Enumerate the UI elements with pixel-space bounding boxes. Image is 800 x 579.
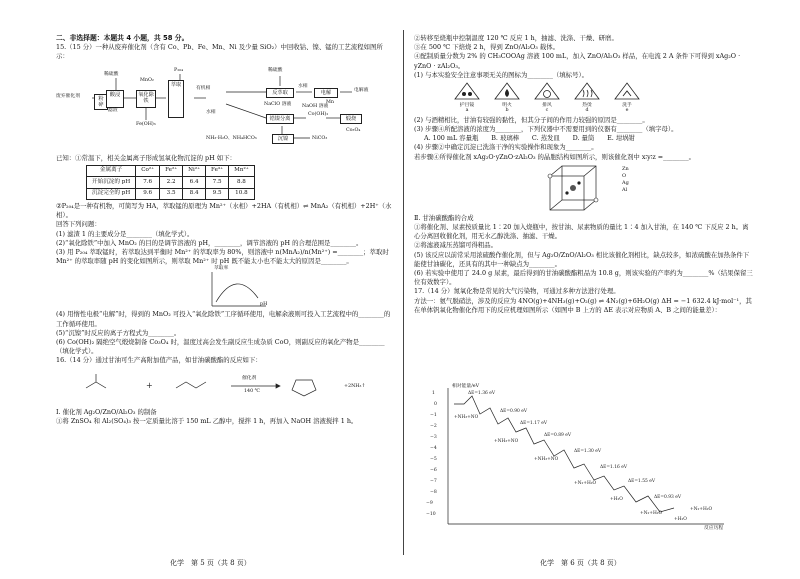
svg-text:1: 1 <box>432 391 435 396</box>
q16-intro: 16.（14 分）通过甘油可生产高附加值产品，如甘油碳酸酯的反应如下： <box>56 356 262 365</box>
q15-s1: (1) 滤渣 1 的主要成分是________（填化学式）。 <box>56 229 194 238</box>
flow-residue1: 滤渣 <box>108 107 118 113</box>
q17-method1: 方法一：氨气脱硝法，涉及的反应为 4NO(g)+4NH₃(g)+O₂(g) ⇌ 4N₂(g)+6H₂O(g) ΔH = −1 632.4 kJ·mol⁻¹，其在单体钒氧化物催化作用下的反应机理如图所示（如图中 B 上方的 ΔE 表示对应物质 A、B 之间的能量差）： <box>414 296 752 314</box>
flow-crush: 粉碎 <box>94 94 108 110</box>
legend-o: O <box>622 172 627 179</box>
table-row: 沉淀完全的 pH 9.6 3.5 8.4 9.5 10.8 <box>87 188 255 199</box>
flow-extract: 萃取 <box>168 80 184 118</box>
flow-residue2: Fe(OH)₃ <box>136 121 156 127</box>
flow-co3o4: Co₃O₄ <box>346 127 361 133</box>
svg-text:ΔE=1.30 eV: ΔE=1.30 eV <box>574 449 601 454</box>
svg-text:ΔE=0.93 eV: ΔE=0.93 eV <box>654 495 681 500</box>
q15-s3: (3) 用 P₂₀₄ 萃取锰时，若萃取达到平衡时 Mn²⁺ 的萃取率为 80%，则溶液中 n(MnA₂)/n(Mn²⁺) =________；萃取时 Mn²⁺ 的萃取率随 pH 的变化如图所示，则萃取 Mn²⁺ 时 pH 既不能太小也不能太大的原因是________。 <box>56 248 389 266</box>
flow-oxidize: 氧化除铁 <box>136 90 156 108</box>
q15-s2: (2)“氧化除铁”中加入 MnO₂ 的目的是调节溶液的 pH，________，调节溶液的 pH 的合理范围是________。 <box>56 238 363 247</box>
flame-icon: 明火 b <box>494 82 520 114</box>
energy-diagram <box>424 384 744 534</box>
footer-right: 化学 第 6 页（共 8 页） <box>540 559 621 567</box>
svg-text:−1: −1 <box>430 413 437 418</box>
svg-text:+N₂+H₂O: +N₂+H₂O <box>640 511 663 516</box>
mini-xlabel: pH <box>260 302 268 308</box>
part2-title: Ⅱ. 甘油碳酸酯的合成 <box>414 213 474 222</box>
section-title: 二、非选择题：本题共 4 小题，共 58 分。 <box>56 34 189 42</box>
hot-surface-icon: 热烫 d <box>574 82 600 114</box>
process-flow-diagram <box>56 64 394 152</box>
flow-p204: P₂₀₄ <box>174 67 183 73</box>
q16-s4: (4) 步骤②中确定沉淀已洗涤干净的实验操作和现象为________。 <box>414 143 598 152</box>
svg-text:−8: −8 <box>430 490 437 495</box>
unit-cell-diagram <box>544 164 754 214</box>
q15-intro: 15.（15 分）一种从废弃催化剂（含有 Co、Pb、Fe、Mn、Ni 及少量 SiO₂）中回收钴、镍、锰的工艺流程如图所示： <box>56 43 383 61</box>
left-column <box>56 34 394 426</box>
q16-step4: ④配制质量分数为 2% 的 CH₃COOAg 溶液 100 mL，加入 ZnO/Al₂O₃ 样品，在电流 2 A 条件下可得到 xAg₂O · yZnO · zAl₂O₃。 <box>414 52 741 70</box>
q16-step1: ①将 ZnSO₄ 和 Al₂(SO₄)₃ 按一定质量比溶于 150 mL 乙醇中，搅拌 1 h，再加入 NaOH 溶液搅拌 1 h。 <box>56 416 358 425</box>
unit-cell-legend <box>622 166 629 194</box>
q16-sub-title: Ⅰ. 催化剂 Ag₂O/ZnO/Al₂O₃ 的制备 <box>56 407 157 416</box>
flow-ni-reagents: NH₃·H₂O、NH₄HCO₃ <box>206 135 257 141</box>
footer-left: 化学 第 5 页（共 8 页） <box>170 559 251 567</box>
flow-separate: 锆镍分离 <box>266 114 294 124</box>
goggles-icon: 护目镜 a <box>454 82 480 114</box>
flow-acid: 稀硫酸 <box>104 71 119 77</box>
q16-s5: (5) 该反应以前常采用浓硫酸作催化剂，但与 Ag₂O/ZnO/Al₂O₃ 相比该催化剂相比，缺点较多，如浓硫酸在加热条件下能使甘油碳化，还具有的其中一种缺点为________。 <box>414 250 750 268</box>
svg-text:+N₂+H₂O: +N₂+H₂O <box>690 507 713 512</box>
fan-icon: 排风 c <box>534 82 560 114</box>
svg-text:−9: −9 <box>426 501 433 506</box>
svg-text:+NH₃+NO: +NH₃+NO <box>494 439 519 444</box>
energy-plot <box>424 384 744 534</box>
svg-text:ΔE=0.90 eV: ΔE=0.90 eV <box>500 409 527 414</box>
right-column <box>414 34 754 315</box>
flow-electrolyte: 电解液 <box>354 87 369 93</box>
svg-text:−7: −7 <box>430 479 437 484</box>
flow-cooh2: Co(OH)₂ <box>308 111 329 117</box>
svg-text:−6: −6 <box>430 468 437 473</box>
svg-text:+NH₃+NO: +NH₃+NO <box>454 415 479 420</box>
svg-text:ΔE=0.89 eV: ΔE=0.89 eV <box>544 433 571 438</box>
part2-step2: ②将滤液减压蒸馏可得粗品。 <box>414 241 498 250</box>
q16-s4b: 若步骤④所得催化剂 xAg₂O·yZnO·zAl₂O₃ 的晶胞结构如图所示，则该催化剂中 x∶y∶z =________。 <box>414 152 696 161</box>
handwash-icon: 洗手 e <box>614 82 640 114</box>
svg-text:−10: −10 <box>426 512 436 517</box>
q16-s3: (3) 步骤④所配溶液的浓度为________，下列仪器中不需要用到的仪器有________（填字母）。 <box>414 125 678 133</box>
flow-organic: 有机相 <box>196 85 211 91</box>
q15-s5: (5)“沉镍”时反应的离子方程式为________。 <box>56 328 181 337</box>
legend-zn: Zn <box>622 165 629 172</box>
q16-step2: ②转移至烧瓶中控制温度 120 ℃ 反应 1 h，抽滤、洗涤、干燥、研磨。 <box>414 34 618 42</box>
flow-naclo: NaClO 溶液 <box>264 101 292 107</box>
svg-text:+N₂+H₂O: +N₂+H₂O <box>574 481 597 486</box>
energy-xlabel: 反应历程 <box>704 526 724 531</box>
svg-text:ΔE=1.17 eV: ΔE=1.17 eV <box>520 421 547 426</box>
svg-text:+H₂O: +H₂O <box>610 497 623 502</box>
q16-s2: (2) 与酒精相比，甘油有较强的黏性，但其分子间的作用力较强的原因是________。 <box>414 115 649 124</box>
q16-step3: ③在 500 ℃ 下焙烧 2 h，得到 ZnO/Al₂O₃ 载体。 <box>414 43 560 52</box>
ph-table-header: 金属离子 Co²⁺ Fe²⁺ Ni²⁺ Fe³⁺ Mn²⁺ <box>87 165 255 176</box>
flow-electrolysis: 电解 <box>314 88 338 98</box>
svg-text:+NH₃+NO: +NH₃+NO <box>534 457 559 462</box>
hazard-icons <box>454 82 754 114</box>
flow-calcine: 煅烧 <box>340 114 362 124</box>
svg-text:ΔE=1.55 eV: ΔE=1.55 eV <box>628 479 655 484</box>
svg-text:+: + <box>146 380 153 390</box>
svg-text:−4: −4 <box>430 446 437 451</box>
reaction-temp: 140 ℃ <box>244 388 261 394</box>
q16-s3-options: A. 100 mL 容量瓶 B. 玻璃棒 C. 蒸发皿 D. 量筒 E. 坩埚钳 <box>424 134 636 143</box>
svg-text:+H₂O: +H₂O <box>674 517 687 522</box>
flow-naoh: NaOH 溶液 <box>302 103 329 109</box>
legend-ag: Ag <box>622 179 629 186</box>
q16-s1: (1) 与本实验安全注意事项无关的图标为________（填标号）。 <box>414 70 589 79</box>
reaction-catalyst: 催化剂 <box>242 375 257 381</box>
ph-table <box>86 165 255 200</box>
column-divider <box>403 30 404 555</box>
extraction-rate-graph <box>206 268 268 310</box>
flow-water: 水相 <box>298 83 308 89</box>
reaction-byproduct: +2NH₃↑ <box>344 383 366 389</box>
svg-text:−3: −3 <box>430 435 437 440</box>
flow-acid2: 稀硫酸 <box>268 67 283 73</box>
table-row: 开始沉淀的 pH 7.6 2.2 6.4 7.5 8.8 <box>87 177 255 188</box>
unit-cell <box>544 164 614 214</box>
glycerol-reaction <box>56 368 394 406</box>
svg-text:ΔE=1.16 eV: ΔE=1.16 eV <box>600 465 627 470</box>
legend-al: Al <box>622 186 628 193</box>
mini-ylabel: 萃取率 <box>214 266 229 272</box>
flow-aqueous: 水相 <box>206 109 216 115</box>
q17-intro: 17.（14 分）氮氧化物是常见的大气污染物，可通过多种方法进行处理。 <box>414 287 620 296</box>
flow-leach: 酸浸 <box>106 90 124 108</box>
q15-s6: (6) Co(OH)₂ 隔绝空气煅烧制备 Co₃O₄ 时，温度过高会发生副反应生成杂质 CoO，则副反应的氧化产物是________（填化学式）。 <box>56 338 385 356</box>
q15-s4: (4) 用惰性电极“电解”时，得到的 MnO₂ 可投入“氧化除铁”工序循环使用，电解余液则可投入工艺流程中的________的工作循环使用。 <box>56 310 391 328</box>
flow-mno2: MnO₂ <box>140 77 154 83</box>
extraction-curve <box>206 268 268 310</box>
flow-strip: 反萃取 <box>266 88 294 98</box>
answer-prompt: 回答下列问题： <box>56 220 101 229</box>
flow-raw: 废弃催化剂 <box>56 93 80 99</box>
flow-ni-precip: 沉镍 <box>272 134 294 144</box>
svg-text:−5: −5 <box>430 457 437 462</box>
svg-text:0: 0 <box>434 402 437 407</box>
flow-nico3: NiCO₃ <box>312 135 328 141</box>
svg-text:−2: −2 <box>430 424 437 429</box>
known-2: ②P₂₀₄是一种有机物，可简写为 HA，萃取锰的原理为 Mn²⁺（水相）+2HA（有机相）⇌ MnA₂（有机相）+2H⁺（水相）。 <box>56 201 392 220</box>
known-1: 已知：①常温下，相关金属离子形成氢氧化物沉淀的 pH 如下： <box>56 153 236 162</box>
energy-ylabel: 相对能量/eV <box>452 384 480 389</box>
q16-s6: (6) 若实验中使用了 24.0 g 尿素，最后得到的甘油碳酸酯粗品为 10.8 g，则该实验的产率约为________%（结果保留三位有效数字）。 <box>414 269 753 287</box>
svg-text:ΔE=1.36 eV: ΔE=1.36 eV <box>468 391 495 396</box>
flow-mn: Mn <box>326 99 335 105</box>
part2-step1: ①将催化剂、尿素按质量比 1∶20 加入烧瓶中，按甘油、尿素物质的量比 1∶4 加入甘油，在 140 ℃ 下反应 2 h。离心分离回收催化剂，用无水乙醇洗涤、抽滤、干燥。 <box>414 223 749 241</box>
